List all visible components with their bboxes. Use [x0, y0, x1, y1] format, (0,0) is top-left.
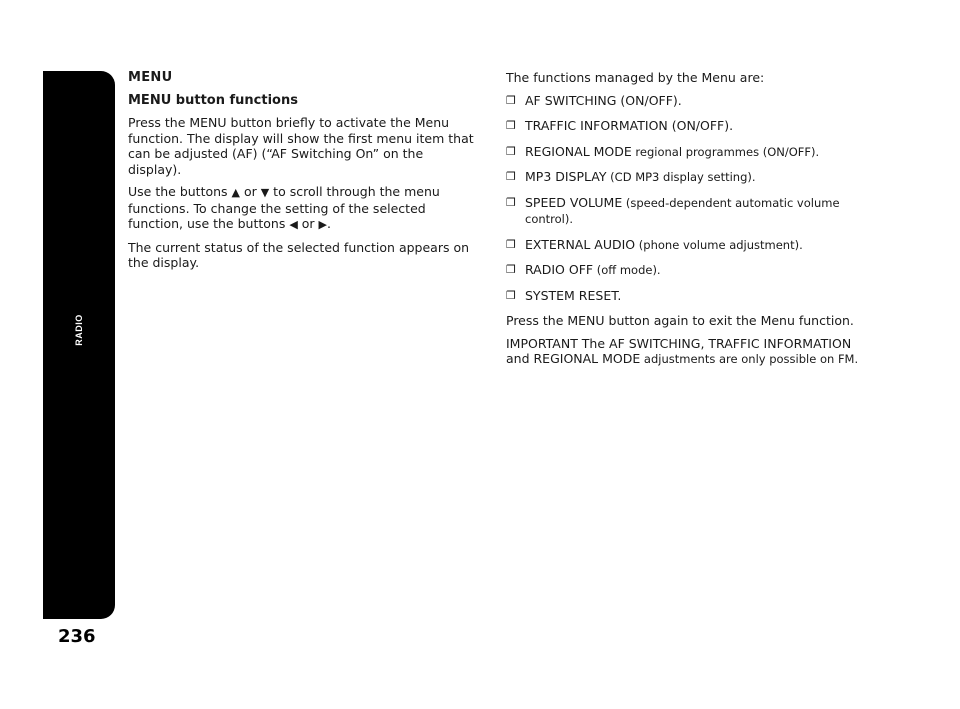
- item-detail: (off mode).: [593, 263, 661, 277]
- list-item: [506, 169, 871, 186]
- item-main: REGIONAL MODE: [525, 143, 632, 159]
- important-main: IMPORTANT The AF SWITCHING, TRAFFIC INFORMATION and REGIONAL MODE: [506, 335, 852, 366]
- text-fragment: Use the buttons: [128, 184, 232, 199]
- subheading-bold: MENU: [128, 92, 172, 108]
- item-main: SYSTEM RESET.: [525, 287, 622, 303]
- item-detail: regional programmes (ON/OFF).: [631, 144, 820, 159]
- checkbox-bullet-icon: ❒: [506, 288, 516, 302]
- item-main: AF SWITCHING (ON/OFF).: [525, 92, 682, 108]
- important-detail: adjustments are only possible on FM.: [640, 352, 859, 366]
- checkbox-bullet-icon: ❒: [506, 263, 516, 276]
- page-number: 236: [58, 626, 96, 647]
- checkbox-bullet-icon: ❒: [506, 119, 516, 132]
- paragraph-status: The current status of the selected function appears on the display.: [128, 239, 470, 270]
- item-detail: (phone volume adjustment).: [635, 237, 803, 252]
- arrow-right-icon: ▶: [318, 218, 327, 231]
- text-fragment: to scroll through the menu functions. To change the setting of the selected function, use the buttons: [128, 184, 440, 231]
- text-fragment: or: [240, 184, 261, 199]
- checkbox-bullet-icon: ❒: [506, 195, 516, 209]
- arrow-up-icon: ▲: [231, 186, 240, 199]
- chapter-label: RADIO: [74, 314, 84, 346]
- text-fragment: or: [297, 216, 319, 231]
- checkbox-bullet-icon: ❒: [506, 170, 516, 183]
- section-heading: MENU: [128, 70, 173, 85]
- arrow-left-icon: ◀: [289, 218, 298, 231]
- functions-list: [506, 93, 871, 305]
- list-item: [506, 195, 871, 228]
- list-item: [506, 118, 871, 135]
- right-column: [506, 70, 871, 375]
- item-detail: (CD MP3 display setting).: [606, 170, 756, 184]
- item-main: SPEED VOLUME: [525, 194, 623, 210]
- left-column: [128, 70, 478, 278]
- item-main: EXTERNAL AUDIO: [525, 236, 636, 252]
- arrow-down-icon: ▼: [260, 186, 270, 199]
- list-item: [506, 93, 871, 110]
- paragraph-activate: Press the MENU button briefly to activate the Menu function. The display will show the first menu item that can be adjusted (AF) (“AF Switching On” on the display).: [128, 115, 474, 177]
- list-item: [506, 144, 871, 161]
- list-item: [506, 237, 871, 254]
- list-item: [506, 288, 871, 305]
- functions-intro: The functions managed by the Menu are:: [506, 70, 765, 85]
- checkbox-bullet-icon: ❒: [506, 93, 516, 107]
- checkbox-bullet-icon: ❒: [506, 144, 516, 158]
- item-main: RADIO OFF: [525, 262, 594, 277]
- item-main: MP3 DISPLAY: [525, 169, 607, 184]
- exit-instruction: Press the MENU button again to exit the Menu function.: [506, 313, 854, 328]
- item-main: TRAFFIC INFORMATION (ON/OFF).: [525, 118, 734, 133]
- paragraph-scroll: [128, 184, 478, 233]
- important-note: [506, 336, 871, 368]
- subheading-rest: button functions: [171, 92, 298, 108]
- subsection-heading: [128, 93, 478, 109]
- text-fragment: .: [326, 216, 331, 231]
- checkbox-bullet-icon: ❒: [506, 237, 516, 251]
- list-item: [506, 262, 871, 279]
- item-detail: (speed-dependent automatic volume control).: [525, 195, 840, 226]
